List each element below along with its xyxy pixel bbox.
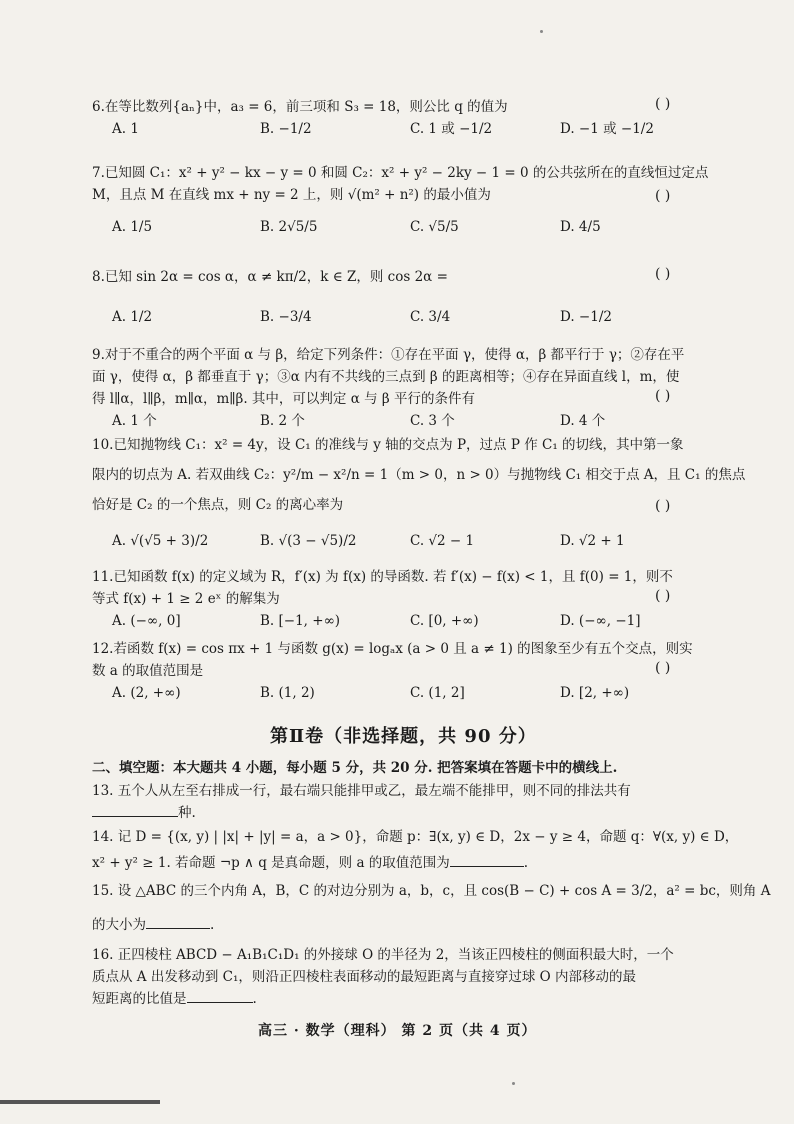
answer-blank	[146, 914, 210, 929]
question-8	[92, 266, 712, 328]
question-text: .	[252, 991, 257, 1007]
question-text: 已知 sin 2α = cos α，α ≠ kπ/2，k ∈ Z，则 cos 2α =	[104, 269, 448, 285]
option-c: C. (1, 2]	[410, 685, 465, 701]
options	[112, 306, 712, 328]
question-number: 10.	[92, 437, 114, 453]
answer-paren: ( )	[655, 266, 671, 282]
answer-paren: ( )	[655, 188, 671, 204]
question-number: 11.	[92, 569, 114, 585]
question-text: 已知函数 f(x) 的定义域为 R，f′(x) 为 f(x) 的导函数. 若 f′(x) − f(x) < 1，且 f(0) = 1，则不	[113, 569, 673, 585]
question-10	[92, 434, 746, 552]
answer-paren: ( )	[655, 588, 671, 604]
option-d: D. −1/2	[560, 309, 612, 325]
question-text: 已知圆 C₁：x² + y² − kx − y = 0 和圆 C₂：x² + y² − 2ky − 1 = 0 的公共弦所在的直线恒过定点	[104, 165, 709, 181]
option-a: A. √(√5 + 3)/2	[112, 533, 209, 549]
answer-paren: ( )	[655, 660, 671, 676]
section-title: 第Ⅱ卷（非选择题，共 90 分）	[270, 726, 537, 747]
option-d: D. √2 + 1	[560, 533, 625, 549]
question-text: 限内的切点为 A. 若双曲线 C₂：y²/m − x²/n = 1（m > 0，n > 0）与抛物线 C₁ 相交于点 A，且 C₁ 的焦点	[92, 467, 746, 483]
option-c: C. 3 个	[410, 413, 455, 429]
option-c: C. 3/4	[410, 309, 451, 325]
option-a: A. (−∞, 0]	[112, 613, 181, 629]
question-16	[92, 944, 712, 1010]
section-heading: 二、填空题：本大题共 4 小题，每小题 5 分，共 20 分. 把答案填在答题卡中的横线上.	[92, 760, 618, 776]
question-text: 恰好是 C₂ 的一个焦点，则 C₂ 的离心率为	[92, 497, 344, 513]
options	[112, 530, 712, 552]
question-text: 在等比数列{aₙ}中，a₃ = 6，前三项和 S₃ = 18，则公比 q 的值为	[104, 99, 508, 115]
question-text: M，且点 M 在直线 mx + ny = 2 上，则 √(m² + n²) 的最小值为	[92, 187, 491, 203]
question-number: 6.	[92, 99, 105, 115]
options	[112, 410, 712, 432]
scan-speck	[540, 30, 543, 33]
question-text: 已知抛物线 C₁：x² = 4y，设 C₁ 的准线与 y 轴的交点为 P，过点 P 作 C₁ 的切线，其中第一象	[113, 437, 684, 453]
question-15	[92, 880, 771, 936]
option-c: C. [0, +∞)	[410, 613, 479, 629]
question-text: 对于不重合的两个平面 α 与 β，给定下列条件：①存在平面 γ，使得 α，β 都平行于 γ；②存在平	[104, 347, 685, 363]
question-text: .	[210, 917, 215, 933]
question-text: 质点从 A 出发移动到 C₁，则沿正四棱柱表面移动的最短距离与直接穿过球 O 内部移动的最	[92, 969, 637, 985]
question-number: 9.	[92, 347, 105, 363]
question-text: 14. 记 D = {(x, y) | |x| + |y| = a，a > 0}，命题 p：∃(x, y) ∈ D，2x − y ≥ 4，命题 q：∀(x, y) ∈ D，	[92, 829, 739, 845]
answer-blank	[92, 802, 178, 817]
question-number: 12.	[92, 641, 114, 657]
question-text: 15. 设 △ABC 的三个内角 A，B，C 的对边分别为 a，b，c，且 cos(B − C) + cos A = 3/2，a² = bc，则角 A	[92, 883, 771, 899]
scan-speck	[512, 1082, 515, 1085]
question-text: 种.	[178, 805, 196, 821]
option-d: D. 4 个	[560, 413, 606, 429]
question-text: 16. 正四棱柱 ABCD − A₁B₁C₁D₁ 的外接球 O 的半径为 2，当该正四棱柱的侧面积最大时，一个	[92, 947, 674, 963]
question-6	[92, 96, 712, 140]
answer-paren: ( )	[655, 498, 671, 514]
question-12	[92, 638, 712, 704]
option-b: B. −1/2	[260, 121, 312, 137]
question-text: 的大小为	[92, 917, 146, 933]
option-c: C. 1 或 −1/2	[410, 121, 493, 137]
option-a: A. 1/2	[112, 309, 153, 325]
question-9	[92, 344, 712, 432]
option-b: B. [−1, +∞)	[260, 613, 341, 629]
option-b: B. (1, 2)	[260, 685, 315, 701]
option-b: B. −3/4	[260, 309, 312, 325]
question-text: 13. 五个人从左至右排成一行，最右端只能排甲或乙，最左端不能排甲，则不同的排法共有	[92, 783, 631, 799]
option-b: B. 2√5/5	[260, 219, 318, 235]
question-text: 数 a 的取值范围是	[92, 663, 204, 679]
option-c: C. √5/5	[410, 219, 459, 235]
option-a: A. (2, +∞)	[112, 685, 181, 701]
option-b: B. √(3 − √5)/2	[260, 533, 357, 549]
option-a: A. 1	[112, 121, 139, 137]
option-d: D. [2, +∞)	[560, 685, 630, 701]
options	[112, 610, 712, 632]
question-text: 短距离的比值是	[92, 991, 187, 1007]
option-a: A. 1/5	[112, 219, 153, 235]
answer-paren: ( )	[655, 96, 671, 112]
scan-edge	[0, 1100, 160, 1104]
option-d: D. −1 或 −1/2	[560, 121, 654, 137]
answer-paren: ( )	[655, 388, 671, 404]
option-d: D. 4/5	[560, 219, 601, 235]
option-b: B. 2 个	[260, 413, 305, 429]
options	[112, 118, 712, 140]
question-13	[92, 780, 712, 824]
options	[112, 216, 712, 238]
option-c: C. √2 − 1	[410, 533, 475, 549]
question-7	[92, 162, 712, 238]
question-text: 面 γ，使得 α，β 都垂直于 γ；③α 内有不共线的三点到 β 的距离相等；④存在异面直线 l，m，使	[92, 369, 680, 385]
question-11	[92, 566, 712, 632]
question-text: x² + y² ≥ 1. 若命题 ¬p ∧ q 是真命题，则 a 的取值范围为	[92, 855, 450, 871]
question-number: 7.	[92, 165, 105, 181]
option-a: A. 1 个	[112, 413, 157, 429]
answer-blank	[450, 852, 524, 867]
question-text: 若函数 f(x) = cos πx + 1 与函数 g(x) = logₐx (a > 0 且 a ≠ 1) 的图象至少有五个交点，则实	[113, 641, 693, 657]
question-text: 等式 f(x) + 1 ≥ 2 eˣ 的解集为	[92, 591, 280, 607]
page-footer: 高三 · 数学（理科） 第 2 页（共 4 页）	[258, 1023, 537, 1039]
options	[112, 682, 712, 704]
question-text: .	[523, 855, 529, 871]
question-number: 8.	[92, 269, 105, 285]
question-text: 得 l∥α，l∥β，m∥α，m∥β. 其中，可以判定 α 与 β 平行的条件有	[92, 391, 475, 407]
option-d: D. (−∞, −1]	[560, 613, 641, 629]
answer-blank	[187, 988, 253, 1003]
question-14	[92, 826, 739, 874]
